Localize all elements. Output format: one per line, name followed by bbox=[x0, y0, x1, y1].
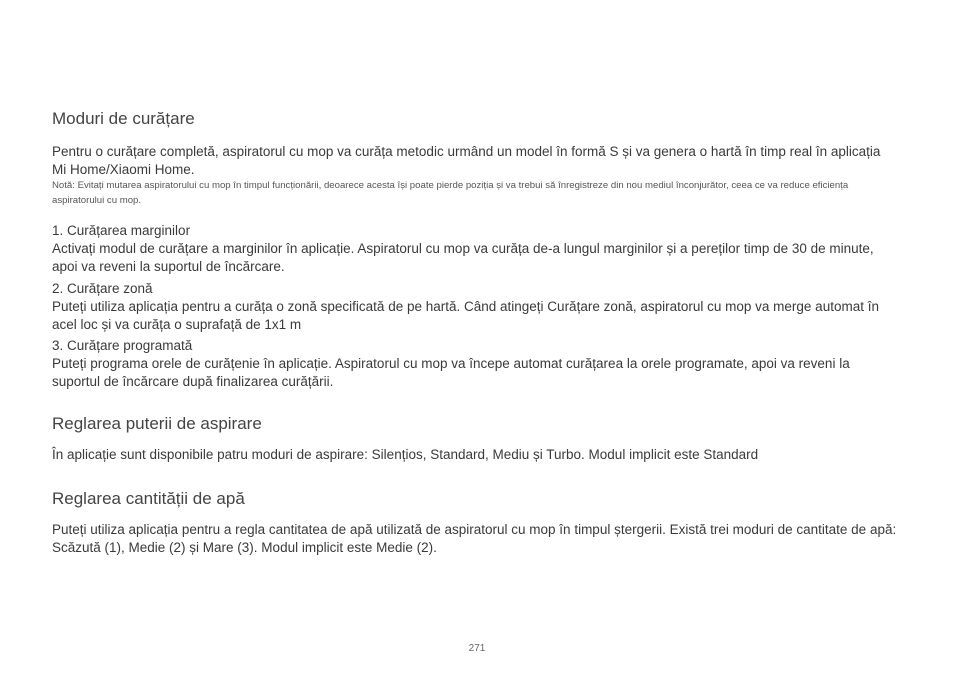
cleaning-modes-note: Notă: Evitați mutarea aspiratorului cu mop în timpul funcționării, deoarece acesta își poate pierde poziția și va trebui să înregistreze din nou mediul înconjurător, ceea ce va reduce eficiența aspiratorului cu mop. bbox=[52, 180, 849, 206]
zone-cleaning-text: Puteți utiliza aplicația pentru a curăța o zonă specificată de pe hartă. Când atingeți Curățare zonă, aspiratorul cu mop va merge automat în acel loc și va curăța o suprafață de 1x1 m bbox=[52, 299, 879, 332]
edge-cleaning-text: Activați modul de curățare a marginilor în aplicație. Aspiratorul cu mop va curăța de-a lungul marginilor și a pereților timp de 30 de minute, apoi va reveni la suportul de încărcare. bbox=[52, 241, 874, 274]
zone-cleaning-title: 2. Curățare zonă bbox=[52, 281, 153, 296]
section-heading-suction-power: Reglarea puterii de aspirare bbox=[52, 414, 262, 433]
document-page bbox=[52, 0, 902, 684]
water-level-text: Puteți utiliza aplicația pentru a regla cantitatea de apă utilizată de aspiratorul cu mop în timpul ștergerii. Există trei moduri de cantitate de apă: Scăzută (1), Medie (2) și Mare (3). Modul implicit este Medie (2). bbox=[52, 522, 897, 555]
scheduled-cleaning-title: 3. Curățare programată bbox=[52, 338, 193, 353]
suction-power-text: În aplicație sunt disponibile patru moduri de aspirare: Silențios, Standard, Mediu și Turbo. Modul implicit este Standard bbox=[52, 447, 759, 462]
edge-cleaning-title: 1. Curățarea marginilor bbox=[52, 223, 191, 238]
section-heading-water-level: Reglarea cantității de apă bbox=[52, 489, 245, 508]
section-heading-cleaning-modes: Moduri de curățare bbox=[52, 109, 195, 128]
scheduled-cleaning-text: Puteți programa orele de curățenie în aplicație. Aspiratorul cu mop va începe automat curățarea la orele programate, apoi va reveni la suportul de încărcare după finalizarea curățării. bbox=[52, 356, 850, 389]
cleaning-modes-intro: Pentru o curățare completă, aspiratorul cu mop va curăța metodic urmând un model în formă S și va genera o hartă în timp real în aplicația Mi Home/Xiaomi Home. bbox=[52, 144, 881, 177]
page-number: 271 bbox=[468, 643, 486, 654]
